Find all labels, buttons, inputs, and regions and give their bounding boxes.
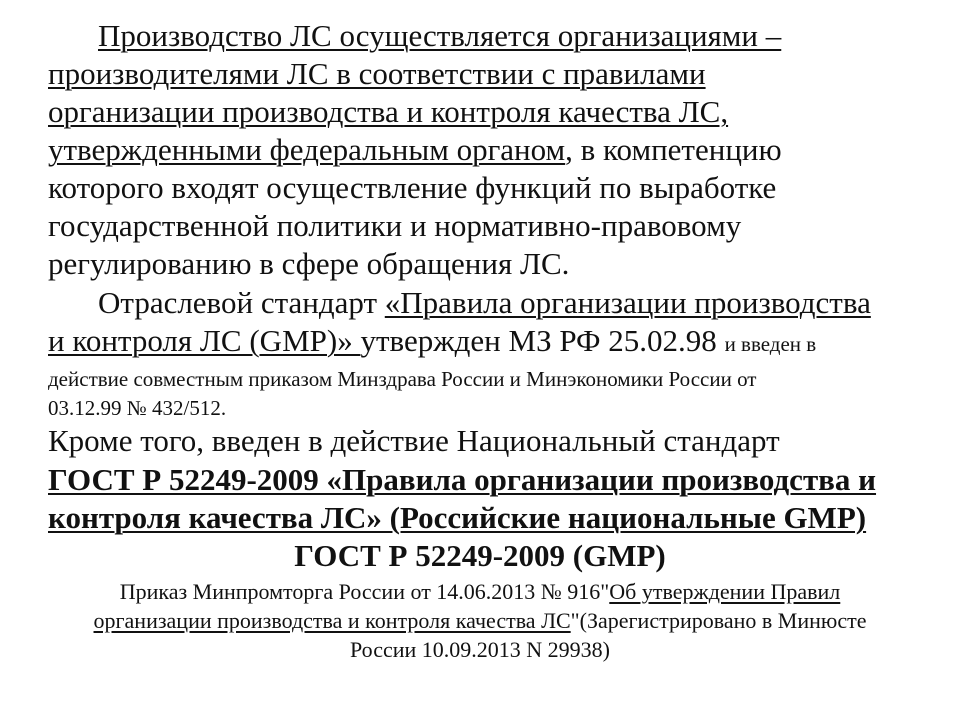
p2-line-3: действие совместным приказом Минздрава России и Минэкономики России от xyxy=(48,367,757,391)
p3-line-3 xyxy=(48,500,866,536)
gost-heading: ГОСТ Р 52249-2009 (GMP) xyxy=(294,538,666,573)
p2-line-4: 03.12.99 № 432/512. xyxy=(48,396,227,420)
p1-line-7: регулированию в сфере обращения ЛС. xyxy=(48,246,570,281)
p1-line-5: которого входят осуществление функций по выработке xyxy=(48,170,777,205)
p2-underlined-text-1: «Правила организации производства xyxy=(384,285,871,320)
p1-line-2 xyxy=(48,56,706,92)
p1-underlined-text-2: производителями ЛС в соответствии с правилами xyxy=(48,56,706,91)
p1-underlined-text-4: утвержденными федеральным органом xyxy=(48,132,566,167)
p1-text-4: , в компетенцию xyxy=(565,132,782,167)
p2-line-2 xyxy=(48,323,816,359)
p1-line-1 xyxy=(98,18,781,54)
p2-line-1 xyxy=(98,285,871,321)
p3-bold-underlined-text-2: ГОСТ Р 52249-2009 «Правила организации производства и xyxy=(48,462,877,497)
p1-line-6: государственной политики и нормативно-правовому xyxy=(48,208,742,243)
order-line-2 xyxy=(0,607,960,635)
p3-bold-underlined-text-3: контроля качества ЛС» (Российские национальные GMP) xyxy=(48,500,867,535)
p3-line-1: Кроме того, введен в действие Национальный стандарт xyxy=(48,423,780,458)
order-line-3: России 10.09.2013 N 29938) xyxy=(349,637,611,662)
order-link-1[interactable]: Об утверждении Правил xyxy=(609,579,841,604)
p2-text-1: Отраслевой стандарт xyxy=(98,285,385,320)
p2-underlined-text-2: и контроля ЛС (GMP)» xyxy=(48,323,361,358)
order-text-1: Приказ Минпромторга России от 14.06.2013 № 916" xyxy=(119,579,610,604)
p2-text-2: утвержден МЗ РФ 25.02.98 xyxy=(360,323,725,358)
p1-line-4 xyxy=(48,132,782,168)
p1-line-3 xyxy=(48,94,728,130)
order-line-1 xyxy=(0,578,960,606)
p1-underlined-text-3: организации производства и контроля качества ЛС, xyxy=(48,94,729,129)
order-text-2: "(Зарегистрировано в Минюсте xyxy=(570,608,867,633)
p3-line-2 xyxy=(48,462,876,498)
order-link-2[interactable]: организации производства и контроля качества ЛС xyxy=(93,608,571,633)
p2-small-text-2: и введен в xyxy=(724,332,817,356)
p1-underlined-text-1: Производство ЛС осуществляется организациями – xyxy=(98,18,782,53)
